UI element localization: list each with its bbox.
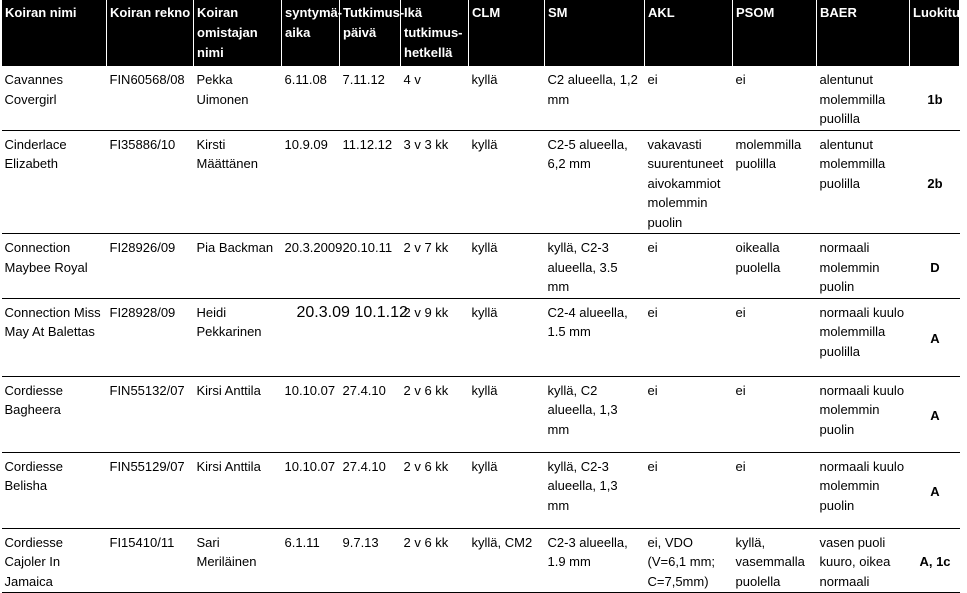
cell-birth-date: 20.3.09 — [282, 298, 340, 376]
cell-registration: FI28926/09 — [107, 234, 194, 299]
cell-classification: A — [910, 452, 960, 528]
header-row — [2, 0, 960, 66]
cell-exam-date: 7.11.12 — [340, 66, 401, 131]
cell-clm: kyllä — [469, 298, 545, 376]
cell-age: 2 v 9 kk — [401, 298, 469, 376]
cell-psom: kyllä, vasemmalla puolella — [733, 528, 817, 593]
header-birth-date: syntymä-aika — [282, 0, 340, 66]
cell-psom: oikealla puolella — [733, 234, 817, 299]
header-baer: BAER — [817, 0, 910, 66]
cell-dog-name: Cordiesse Cajoler In Jamaica — [2, 528, 107, 593]
cell-exam-date: 20.10.11 — [340, 234, 401, 299]
table-row — [2, 376, 960, 452]
cell-sm: kyllä, C2-3 alueella, 1,3 mm — [545, 452, 645, 528]
cell-baer: normaali kuulo molemmilla puolilla — [817, 298, 910, 376]
cell-akl: ei, VDO (V=6,1 mm; C=7,5mm) — [645, 528, 733, 593]
table-row — [2, 298, 960, 376]
cell-baer: vasen puoli kuuro, oikea normaali — [817, 528, 910, 593]
cell-classification: A — [910, 376, 960, 452]
cell-owner: Kirsi Anttila — [194, 452, 282, 528]
cell-akl: vakavasti suurentuneet aivokammiot molemmin puolin — [645, 130, 733, 234]
cell-dog-name: Connection Maybee Royal — [2, 234, 107, 299]
cell-dog-name: Cordiesse Bagheera — [2, 376, 107, 452]
cell-birth-date: 6.11.08 — [282, 66, 340, 131]
cell-owner: Pia Backman — [194, 234, 282, 299]
cell-akl: ei — [645, 298, 733, 376]
cell-birth-date: 10.10.07 — [282, 452, 340, 528]
cell-clm: kyllä — [469, 66, 545, 131]
cell-registration: FIN55129/07 — [107, 452, 194, 528]
cell-psom: ei — [733, 376, 817, 452]
header-exam-date: Tutkimus-päivä — [340, 0, 401, 66]
cell-clm: kyllä — [469, 234, 545, 299]
cell-akl: ei — [645, 376, 733, 452]
cell-registration: FI28928/09 — [107, 298, 194, 376]
cell-owner: Kirsti Määttänen — [194, 130, 282, 234]
cell-registration: FIN55132/07 — [107, 376, 194, 452]
table-row — [2, 234, 960, 299]
cell-owner: Pekka Uimonen — [194, 66, 282, 131]
cell-classification: A, 1c — [910, 528, 960, 593]
header-psom: PSOM — [733, 0, 817, 66]
cell-birth-date: 10.10.07 — [282, 376, 340, 452]
cell-classification: D — [910, 234, 960, 299]
cell-exam-date: 27.4.10 — [340, 376, 401, 452]
cell-birth-date: 6.1.11 — [282, 528, 340, 593]
cell-age: 2 v 6 kk — [401, 528, 469, 593]
cell-owner: Heidi Pekkarinen — [194, 298, 282, 376]
cell-psom: ei — [733, 298, 817, 376]
cell-sm: C2 alueella, 1,2 mm — [545, 66, 645, 131]
cell-exam-date: 11.12.12 — [340, 130, 401, 234]
header-dog-name: Koiran nimi — [2, 0, 107, 66]
cell-age: 3 v 3 kk — [401, 130, 469, 234]
cell-registration: FI15410/11 — [107, 528, 194, 593]
cell-dog-name: Connection Miss May At Balettas — [2, 298, 107, 376]
cell-dog-name: Cavannes Covergirl — [2, 66, 107, 131]
cell-classification: 1b — [910, 66, 960, 131]
cell-exam-date: 27.4.10 — [340, 452, 401, 528]
cell-sm: kyllä, C2-3 alueella, 3.5 mm — [545, 234, 645, 299]
cell-owner: Kirsi Anttila — [194, 376, 282, 452]
cell-akl: ei — [645, 452, 733, 528]
cell-exam-date: 9.7.13 — [340, 528, 401, 593]
table-row — [2, 452, 960, 528]
header-akl: AKL — [645, 0, 733, 66]
cell-sm: C2-4 alueella, 1.5 mm — [545, 298, 645, 376]
cell-birth-date: 10.9.09 — [282, 130, 340, 234]
table-row — [2, 66, 960, 131]
cell-psom: ei — [733, 452, 817, 528]
cell-clm: kyllä — [469, 452, 545, 528]
cell-clm: kyllä — [469, 130, 545, 234]
cell-clm: kyllä — [469, 376, 545, 452]
cell-clm: kyllä, CM2 — [469, 528, 545, 593]
cell-baer: alentunut molemmilla puolilla — [817, 130, 910, 234]
cell-age: 2 v 6 kk — [401, 452, 469, 528]
cell-baer: normaali kuulo molemmin puolin — [817, 376, 910, 452]
header-classification: Luokitus — [910, 0, 960, 66]
cell-age: 4 v — [401, 66, 469, 131]
cell-baer: normaali molemmin puolin — [817, 234, 910, 299]
cell-exam-date: 10.1.12 — [340, 298, 401, 376]
table-row — [2, 130, 960, 234]
cell-akl: ei — [645, 234, 733, 299]
header-sm: SM — [545, 0, 645, 66]
cell-akl: ei — [645, 66, 733, 131]
header-age: Ikä tutkimus-hetkellä — [401, 0, 469, 66]
cell-age: 2 v 7 kk — [401, 234, 469, 299]
cell-registration: FIN60568/08 — [107, 66, 194, 131]
cell-sm: C2-3 alueella, 1.9 mm — [545, 528, 645, 593]
cell-classification: 2b — [910, 130, 960, 234]
cell-owner: Sari Meriläinen — [194, 528, 282, 593]
dog-health-table — [1, 0, 967, 593]
cell-psom: molemmilla puolilla — [733, 130, 817, 234]
header-clm: CLM — [469, 0, 545, 66]
header-owner: Koiran omistajan nimi — [194, 0, 282, 66]
cell-dog-name: Cinderlace Elizabeth — [2, 130, 107, 234]
table-row — [2, 528, 960, 593]
cell-baer: normaali kuulo molemmin puolin — [817, 452, 910, 528]
cell-dog-name: Cordiesse Belisha — [2, 452, 107, 528]
header-registration: Koiran rekno — [107, 0, 194, 66]
cell-psom: ei — [733, 66, 817, 131]
cell-birth-date: 20.3.2009 — [282, 234, 340, 299]
cell-sm: C2-5 alueella, 6,2 mm — [545, 130, 645, 234]
cell-classification: A — [910, 298, 960, 376]
cell-age: 2 v 6 kk — [401, 376, 469, 452]
cell-registration: FI35886/10 — [107, 130, 194, 234]
cell-baer: alentunut molemmilla puolilla — [817, 66, 910, 131]
cell-sm: kyllä, C2 alueella, 1,3 mm — [545, 376, 645, 452]
